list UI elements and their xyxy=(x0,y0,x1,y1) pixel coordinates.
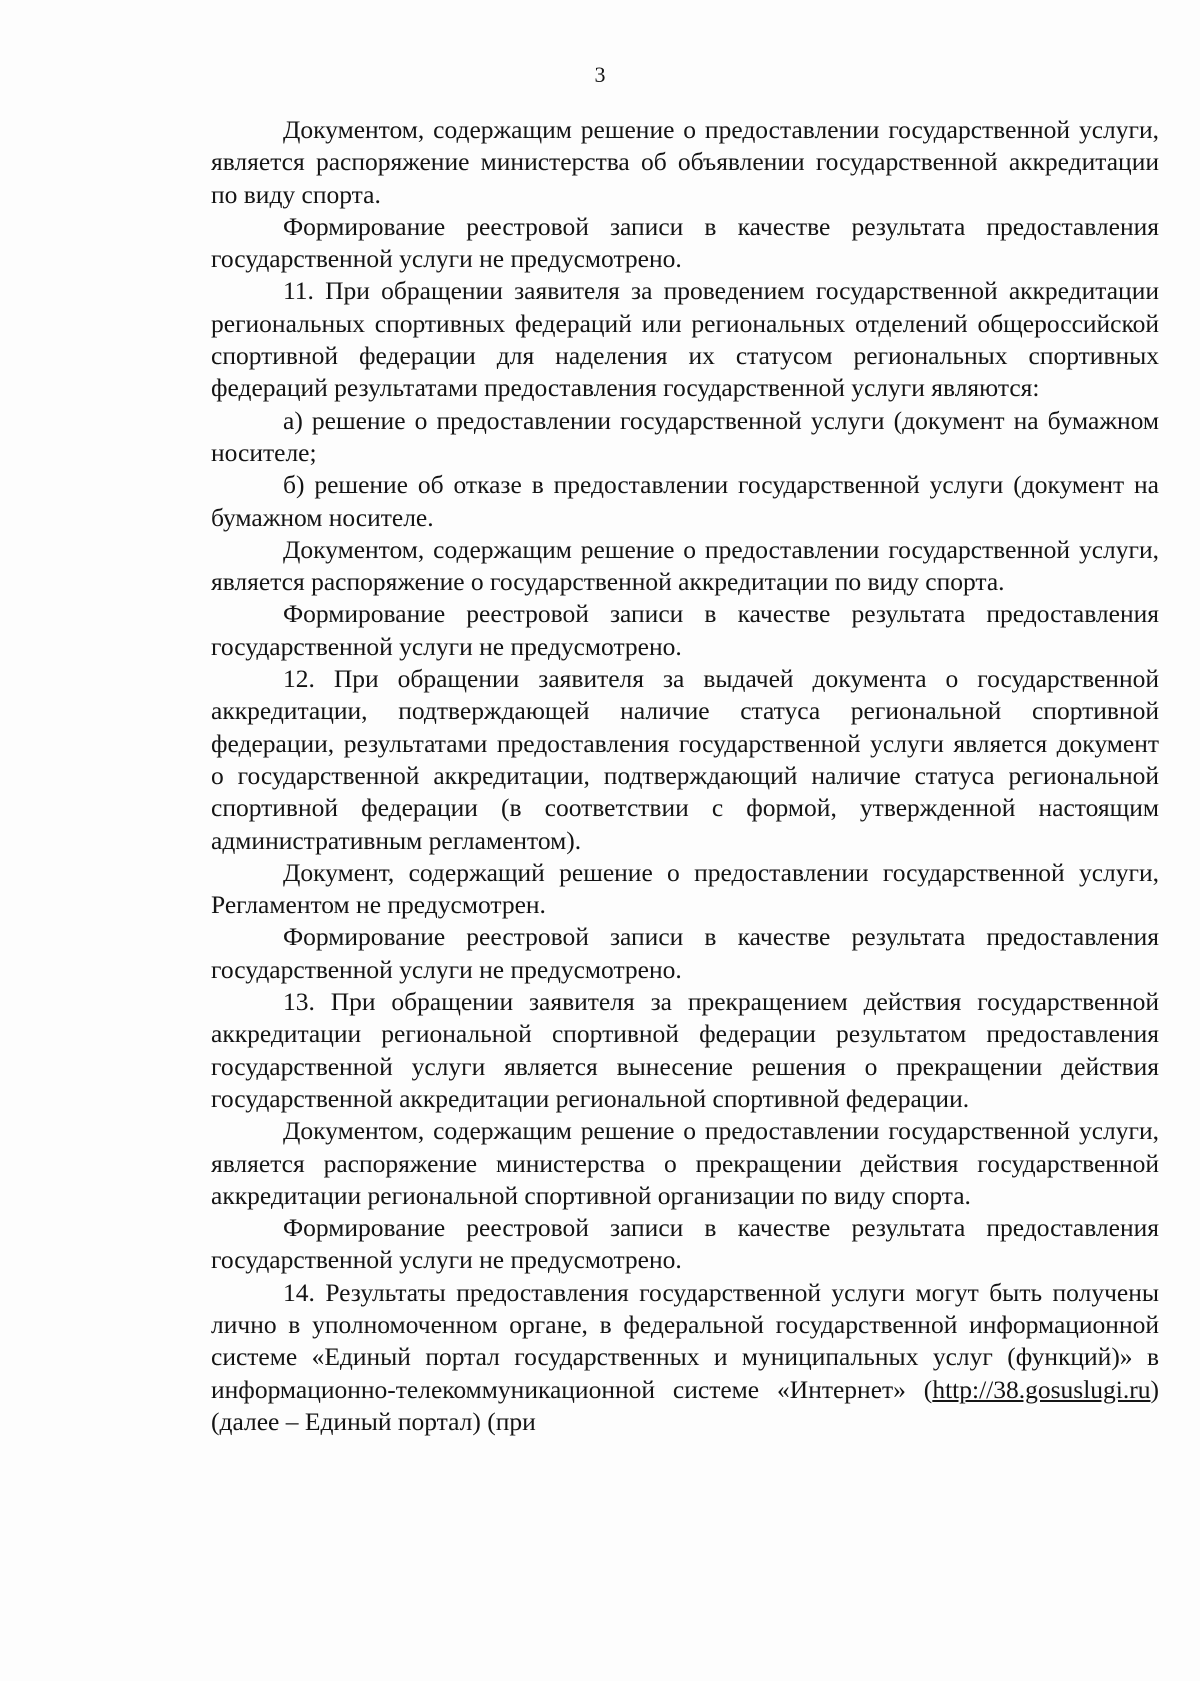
document-body xyxy=(211,114,1159,1438)
paragraph-item-13: 13. При обращении заявителя за прекращением действия государственной аккредитации региональной спортивной федерации результатом предоставления государственной услуги является вынесение решения о прекращении действия государственной аккредитации региональной спортивной федерации. xyxy=(211,987,1159,1113)
paragraph-item-11: 11. При обращении заявителя за проведением государственной аккредитации региональных спортивных федераций или региональных отделений общероссийской спортивной федерации для наделения их статусом региональных спортивных федераций результатами предоставления государственной услуги являются: xyxy=(211,276,1159,403)
portal-link[interactable]: http://38.gosuslugi.ru xyxy=(932,1374,1151,1404)
paragraph-subitem-b: б) решение об отказе в предоставлении государственной услуги (документ на бумажном носителе. xyxy=(211,470,1159,532)
paragraph-registry-record: Формирование реестровой записи в качестве результата предоставления государственной услуги не предусмотрено. xyxy=(211,922,1159,984)
page-number: 3 xyxy=(594,62,606,87)
paragraph-decision-document: Документ, содержащий решение о предоставлении государственной услуги, Регламентом не предусмотрен. xyxy=(211,857,1159,920)
paragraph-item-14 xyxy=(211,1277,1159,1438)
paragraph-item-14-tail: ) (далее – Единый портал) (при xyxy=(211,1374,1159,1436)
paragraph-registry-record: Формирование реестровой записи в качестве результата предоставления государственной услуги не предусмотрено. xyxy=(211,1213,1159,1275)
paragraph-subitem-a: а) решение о предоставлении государственной услуги (документ на бумажном носителе; xyxy=(211,405,1159,467)
paragraph-registry-record: Формирование реестровой записи в качестве результата предоставления государственной услуги не предусмотрено. xyxy=(211,211,1159,274)
paragraph-decision-document: Документом, содержащим решение о предоставлении государственной услуги, является распоряжение министерства об объявлении государственной аккредитации по виду спорта. xyxy=(211,115,1159,209)
paragraph-decision-document: Документом, содержащим решение о предоставлении государственной услуги, является распоряжение о государственной аккредитации по виду спорта. xyxy=(211,534,1159,597)
paragraph-registry-record: Формирование реестровой записи в качестве результата предоставления государственной услуги не предусмотрено. xyxy=(211,599,1159,661)
paragraph-item-14-text: 14. Результаты предоставления государственной услуги могут быть получены лично в уполномоченном органе, в федеральной государственной информационной системе «Единый портал государственных и муниципальных услуг (функций)» в информационно-телекоммуникационной системе «Интернет» ( xyxy=(211,1277,1159,1404)
paragraph-item-12: 12. При обращении заявителя за выдачей документа о государственной аккредитации, подтверждающей наличие статуса региональной спортивной федерации, результатами предоставления государственной услуги является документ о государственной аккредитации, подтверждающий наличие статуса региональной спортивной федерации (в соответствии с формой, утвержденной настоящим административным регламентом). xyxy=(211,664,1159,855)
paragraph-decision-document: Документом, содержащим решение о предоставлении государственной услуги, является распоряжение министерства о прекращении действия государственной аккредитации региональной спортивной организации по виду спорта. xyxy=(211,1116,1159,1210)
